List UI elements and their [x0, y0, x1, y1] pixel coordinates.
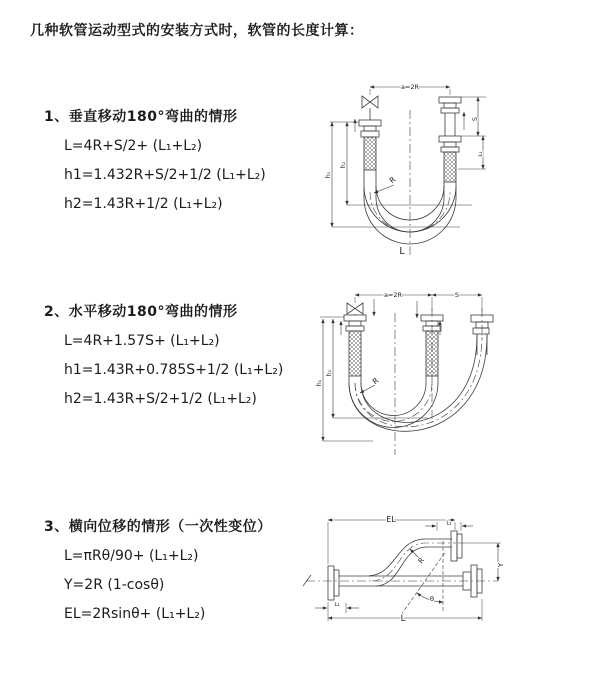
drawing-lines [303, 520, 501, 621]
dim-label-y: Y [497, 562, 505, 568]
length-label: L [400, 614, 406, 624]
drawing-lines [330, 87, 486, 258]
section1-heading: 1、垂直移动180°弯曲的情形 [44, 109, 238, 125]
angle-label: θ [430, 595, 434, 603]
formula-length: L=4R+S/2+ (L₁+L₂) [64, 138, 203, 154]
formula-h1: h1=1.43R+0.785S+1/2 (L₁+L₂) [64, 362, 284, 378]
radius-label: R [387, 174, 398, 186]
dim-label-h1: h₁ [325, 171, 332, 179]
page-title: 几种软管运动型式的安装方式时，软管的长度计算： [30, 23, 364, 39]
section2-formulas [64, 327, 283, 414]
dim-label-a2r: a=2R [400, 83, 420, 91]
formula-el: EL=2Rsinθ+ (L₁+L₂) [64, 606, 206, 622]
formula-h2: h2=1.43R+1/2 (L₁+L₂) [64, 196, 223, 212]
dim-label-s: S [471, 116, 479, 122]
right-flange-displaced [451, 531, 462, 561]
section1-formulas [64, 132, 266, 219]
formula-h2: h2=1.43R+S/2+1/2 (L₁+L₂) [64, 391, 257, 407]
diagram-lateral-displacement [298, 505, 600, 645]
drawing-lines [320, 295, 493, 455]
dim-label-h2: h₂ [340, 161, 347, 169]
right-pipe-fitting [439, 97, 461, 182]
dim-label-l2: L₂ [446, 520, 452, 527]
dim-label-el: EL [386, 515, 396, 524]
dim-label-l1: L₁ [334, 602, 340, 608]
valve-icon [347, 303, 363, 314]
formula-y: Y=2R (1-cosθ) [64, 577, 165, 593]
radius-label: R [370, 375, 381, 387]
dim-label-l1: L₁ [478, 151, 484, 157]
length-label: L [399, 246, 405, 257]
section3-heading: 3、横向位移的情形（一次性变位） [44, 519, 272, 535]
left-pipe-fitting [359, 120, 381, 170]
radius-label: R [416, 556, 427, 566]
valve-icon [362, 96, 378, 108]
break-mark [303, 575, 311, 586]
dim-label-s: S [454, 291, 460, 299]
left-flange [328, 566, 339, 600]
section3-formulas [64, 542, 205, 629]
dim-label-a2r: a=2R [383, 291, 403, 299]
section2-heading: 2、水平移动180°弯曲的情形 [44, 304, 238, 320]
left-pipe-fitting [344, 315, 366, 376]
formula-h1: h1=1.432R+S/2+1/2 (L₁+L₂) [64, 167, 266, 183]
dim-label-h2: h₂ [326, 369, 333, 377]
diagram-vertical-180-bend [310, 72, 590, 262]
formula-length: L=4R+1.57S+ (L₁+L₂) [64, 333, 220, 349]
diagram-horizontal-180-bend [308, 283, 600, 463]
dim-label-h1: h₁ [316, 379, 323, 387]
formula-length: L=πRθ/90+ (L₁+L₂) [64, 548, 199, 564]
